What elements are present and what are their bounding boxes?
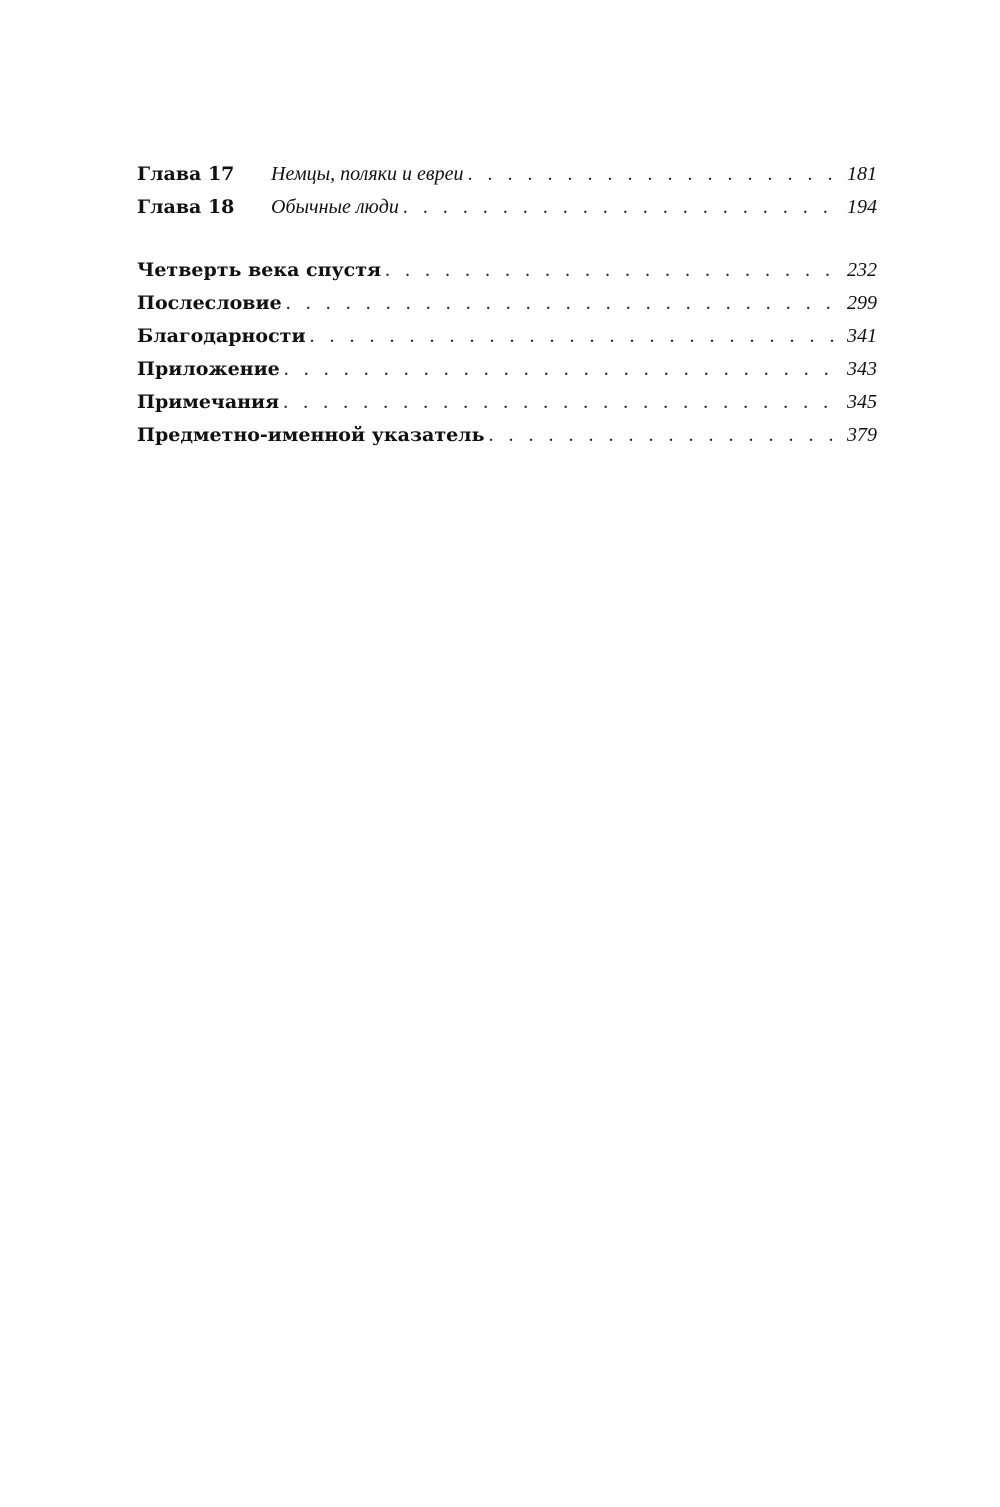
page-number: 181 bbox=[847, 163, 877, 185]
toc-entry-chapter-18[interactable] bbox=[137, 191, 877, 224]
chapter-number: Глава 18 bbox=[137, 196, 235, 218]
toc-entry-appendix[interactable] bbox=[137, 353, 877, 386]
page-number: 232 bbox=[847, 259, 877, 281]
section-title: Приложение bbox=[137, 358, 280, 380]
dot-leader bbox=[385, 254, 843, 287]
toc-entry-notes[interactable] bbox=[137, 386, 877, 419]
page-number: 341 bbox=[847, 325, 877, 347]
page-number: 345 bbox=[847, 391, 877, 413]
section-title: Примечания bbox=[137, 391, 280, 413]
section-title: Четверть века спустя bbox=[137, 259, 382, 281]
dot-leader bbox=[310, 320, 843, 353]
section-title: Послесловие bbox=[137, 292, 282, 314]
dot-leader bbox=[403, 191, 843, 224]
dot-leader bbox=[488, 419, 843, 452]
dot-leader bbox=[286, 287, 843, 320]
dot-leader bbox=[284, 353, 843, 386]
toc-entry-quarter-century[interactable] bbox=[137, 254, 877, 287]
page-number: 379 bbox=[847, 424, 877, 446]
page-number: 343 bbox=[847, 358, 877, 380]
toc-entry-acknowledgements[interactable] bbox=[137, 320, 877, 353]
toc-entry-index[interactable] bbox=[137, 419, 877, 452]
page-number: 194 bbox=[847, 196, 877, 218]
section-title: Благодарности bbox=[137, 325, 306, 347]
toc-entry-afterword[interactable] bbox=[137, 287, 877, 320]
dot-leader bbox=[283, 386, 843, 419]
section-gap bbox=[137, 224, 877, 254]
section-title: Предметно-именной указатель bbox=[137, 424, 485, 446]
chapter-title: Немцы, поляки и евреи bbox=[271, 163, 464, 185]
dot-leader bbox=[467, 158, 843, 191]
toc-entry-chapter-17[interactable] bbox=[137, 158, 877, 191]
page-number: 299 bbox=[847, 292, 877, 314]
chapter-number: Глава 17 bbox=[137, 163, 235, 185]
table-of-contents bbox=[137, 158, 877, 452]
chapter-title: Обычные люди bbox=[271, 196, 399, 218]
